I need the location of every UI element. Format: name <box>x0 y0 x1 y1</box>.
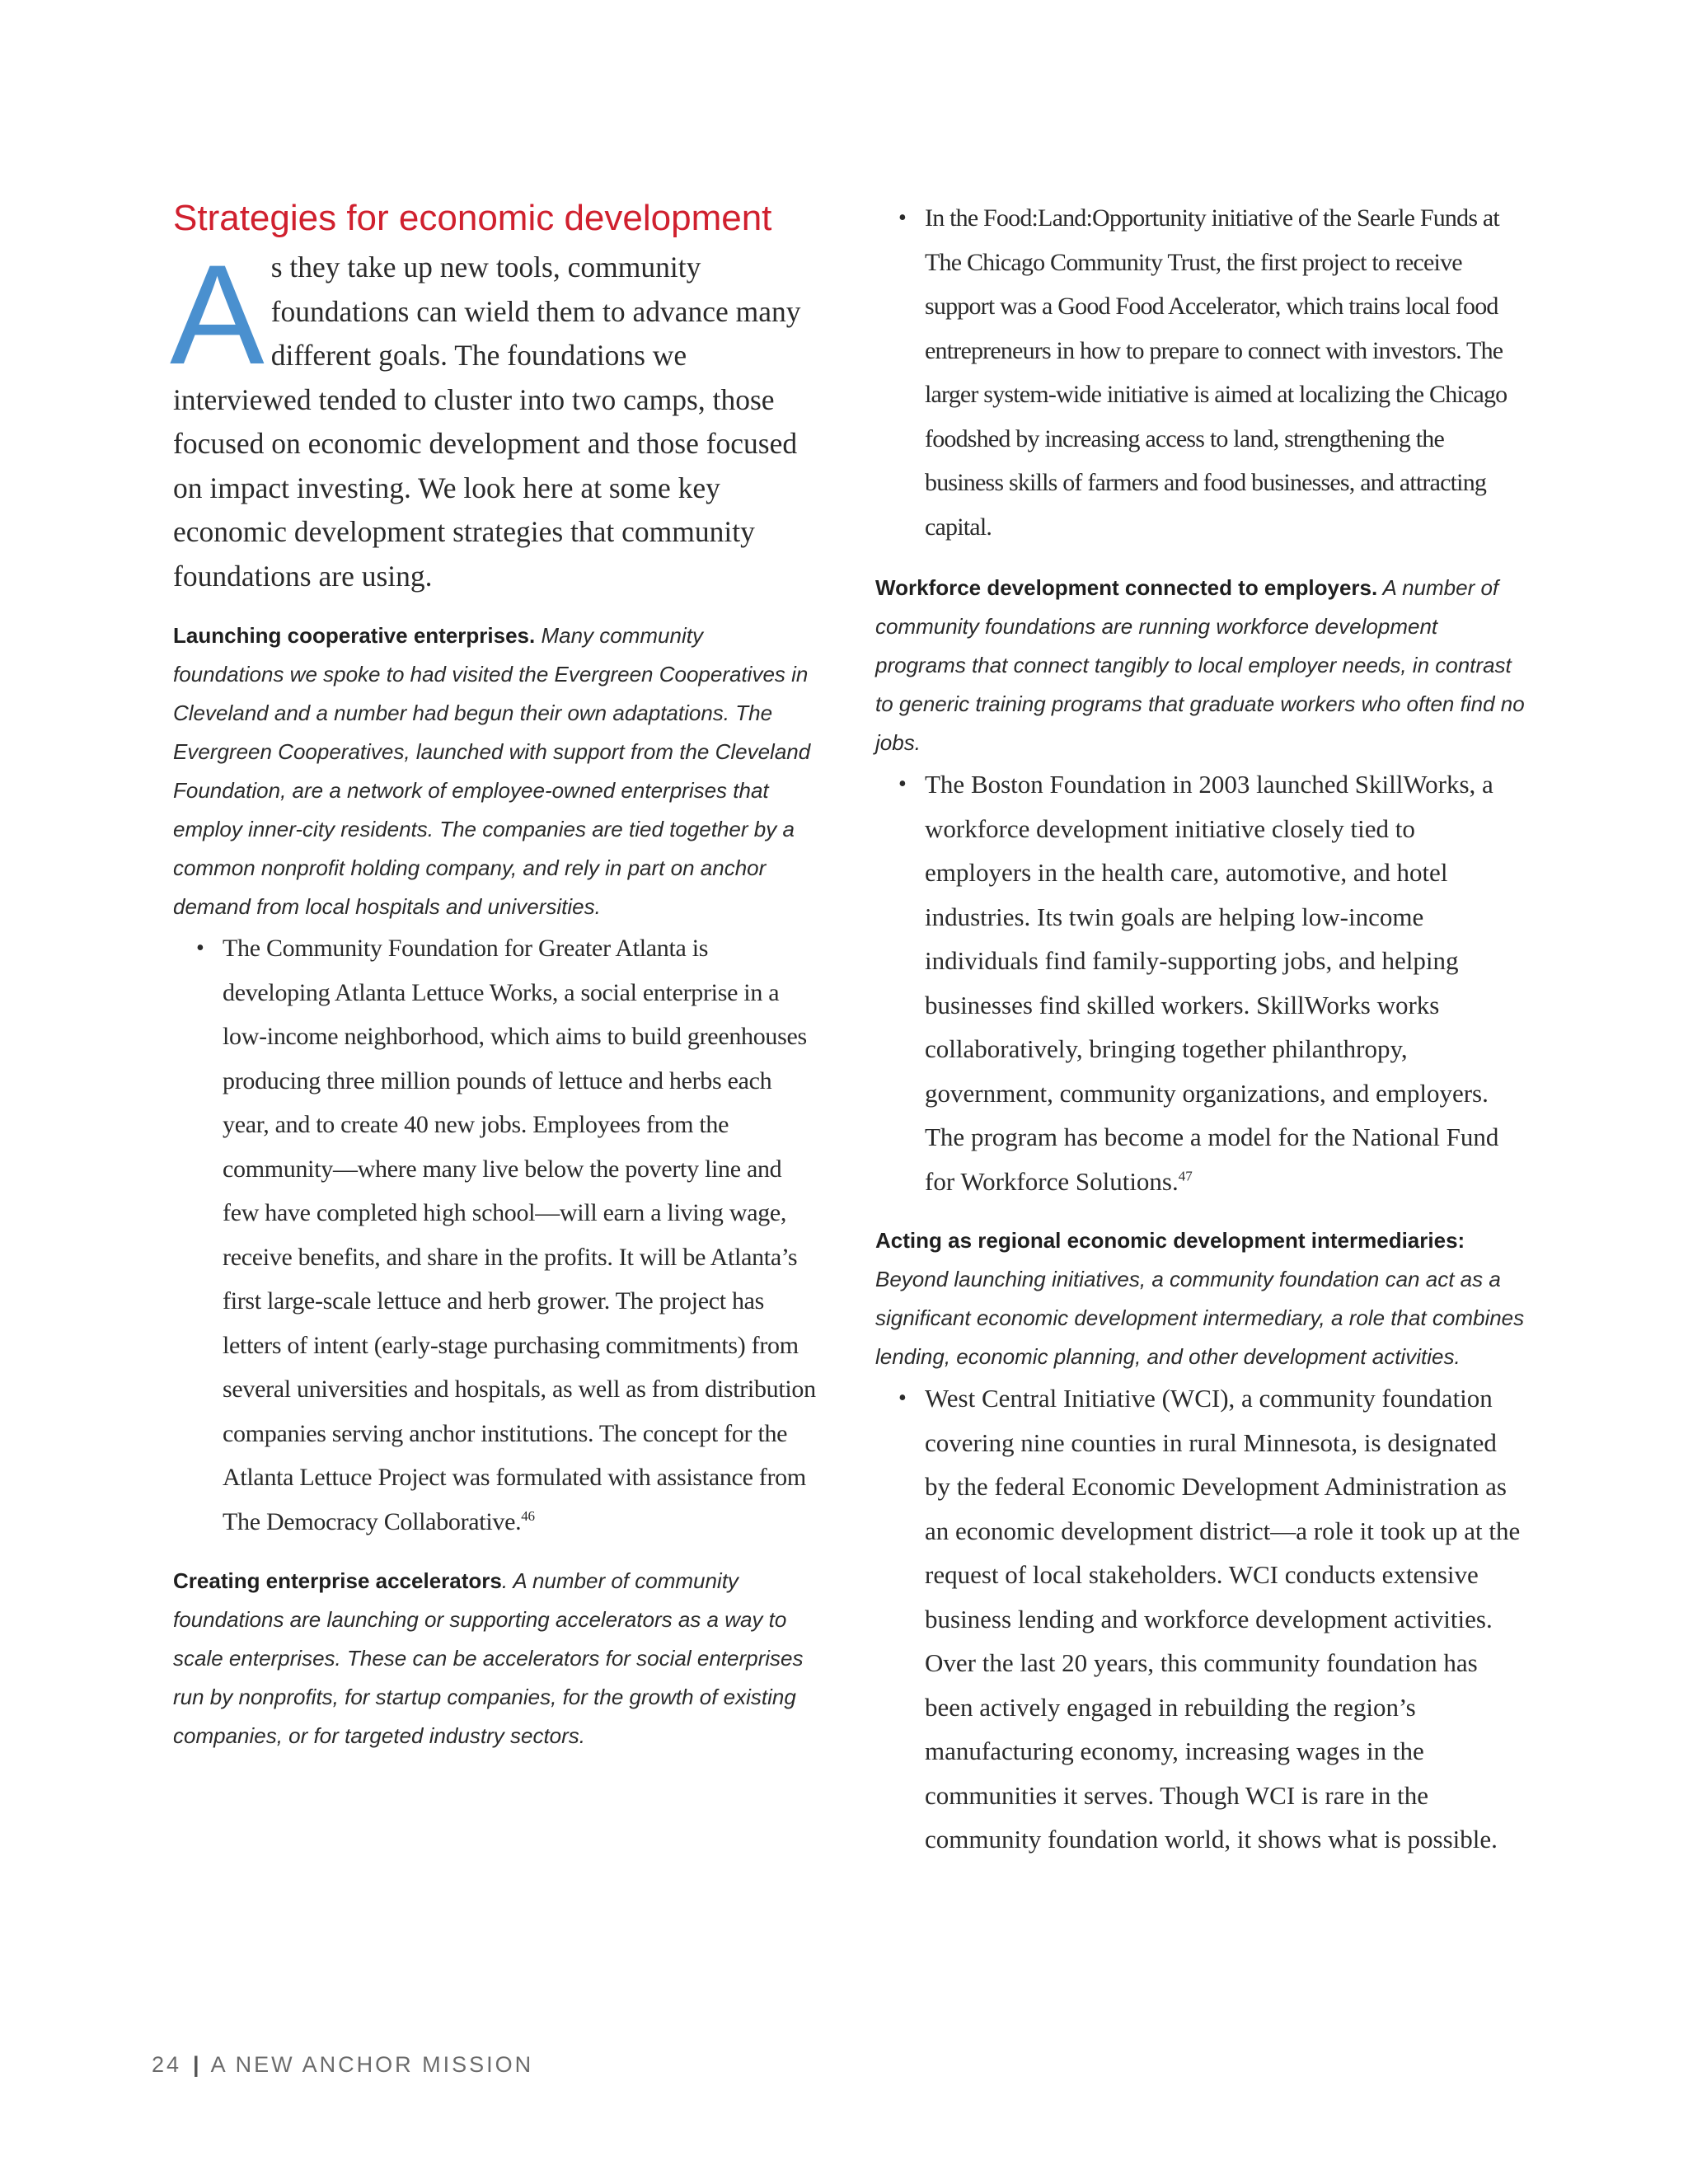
intermediaries-lead <box>875 1221 1526 1376</box>
footer-separator: | <box>193 2052 199 2077</box>
intermediaries-body: Beyond launching initiatives, a community foundation can act as a significant economic development intermediary, a role that combines lending, economic planning, and other development activities. <box>875 1267 1525 1369</box>
cooperative-title: Launching cooperative enterprises. <box>173 623 536 648</box>
wci-bullet-text: West Central Initiative (WCI), a community foundation covering nine counties in rural Minnesota, is designated by the federal Economic Development Administration as an economic development district—a role it took up at the request of local stakeholders. WCI conducts extensive business lending and workforce development activities. Over the last 20 years, this community foundation has been actively engaged in rebuilding the region’s manufacturing economy, increasing wages in the communities it serves. Though WCI is rare in the community foundation world, it shows what is possible. <box>925 1384 1521 1854</box>
workforce-body: A number of community foundations are running workforce development programs that connect tangibly to local employer needs, in contrast to generic training programs that graduate workers who often find no jobs. <box>875 575 1525 755</box>
accelerator-lead <box>173 1562 816 1755</box>
boston-bullet-text: The Boston Foundation in 2003 launched SkillWorks, a workforce development initiative closely tied to employers in the health care, automotive, and hotel industries. Its twin goals are helping low-income individuals find family-supporting jobs, and helping businesses find skilled workers. SkillWorks works collaboratively, bringing together philanthropy, government, community organizations, and employers. The program has become a model for the National Fund for Workforce Solutions. <box>925 770 1499 1196</box>
bullet-dot-icon: • <box>898 205 907 231</box>
left-column <box>170 196 816 1755</box>
cooperative-body: Many community foundations we spoke to had visited the Evergreen Cooperatives in Cleveland and a number had begun their own adaptations. The Evergreen Cooperatives, launched with support from the Cleveland Foundation, are a network of employee-owned enterprises that employ inner-city residents. The companies are tied together by a common nonprofit holding company, and rely in part on anchor demand from local hospitals and universities. <box>173 623 811 919</box>
cooperative-lead <box>173 616 816 926</box>
intro-text: s they take up new tools, community foundations can wield them to advance many different goals. The foundations we interviewed tended to cluster into two camps, those focused on economic development and those focused on impact investing. We look here at some key economic development strategies that community foundations are using. <box>173 251 801 593</box>
list-item <box>173 926 816 1544</box>
accelerator-title: Creating enterprise accelerators <box>173 1568 502 1593</box>
bullet-dot-icon: • <box>196 935 204 961</box>
list-item <box>875 196 1526 549</box>
bullet-dot-icon: • <box>898 1385 907 1411</box>
list-item <box>875 762 1526 1203</box>
workforce-bullets <box>875 762 1526 1203</box>
workforce-title: Workforce development connected to employers. <box>875 575 1378 600</box>
right-column <box>875 196 1526 1862</box>
intro-paragraph <box>170 236 816 598</box>
footnote-marker: 47 <box>1178 1168 1193 1184</box>
footer-title: A NEW ANCHOR MISSION <box>210 2052 534 2077</box>
intermediaries-bullets <box>875 1376 1526 1862</box>
page-number: 24 <box>152 2052 182 2077</box>
intermediaries-title: Acting as regional economic development intermediaries: <box>875 1228 1465 1253</box>
section-heading: Strategies for economic development <box>173 198 772 238</box>
workforce-lead <box>875 569 1526 762</box>
page-footer <box>152 2052 533 2078</box>
food-bullets <box>875 196 1526 549</box>
list-item <box>875 1376 1526 1862</box>
cooperative-bullets <box>173 926 816 1544</box>
atlanta-bullet-text: The Community Foundation for Greater Atlanta is developing Atlanta Lettuce Works, a social enterprise in a low-income neighborhood, which aims to build greenhouses producing three million pounds of lettuce and herbs each year, and to create 40 new jobs. Employees from the community—where many live below the poverty line and few have completed high school—will earn a living wage, receive benefits, and share in the profits. It will be Atlanta’s first large-scale lettuce and herb grower. The project has letters of intent (early-stage purchasing commitments) from several universities and hospitals, as well as from distribution companies serving anchor institutions. The concept for the Atlanta Lettuce Project was formulated with assistance from The Democracy Collaborative. <box>223 935 816 1535</box>
footnote-marker: 46 <box>521 1507 535 1524</box>
drop-cap: A <box>170 236 265 394</box>
food-bullet-text: In the Food:Land:Opportunity initiative of the Searle Funds at The Chicago Community Trust, the first project to receive support was a Good Food Accelerator, which trains local food entrepreneurs in how to prepare to connect with investors. The larger system-wide initiative is aimed at localizing the Chicago foodshed by increasing access to land, strengthening the business skills of farmers and food businesses, and attracting capital. <box>925 204 1507 541</box>
accelerator-body: . A number of community foundations are launching or supporting accelerators as a way to scale enterprises. These can be accelerators for social enterprises run by nonprofits, for startup companies, for the growth of existing companies, or for targeted industry sectors. <box>173 1568 804 1748</box>
bullet-dot-icon: • <box>898 771 907 797</box>
